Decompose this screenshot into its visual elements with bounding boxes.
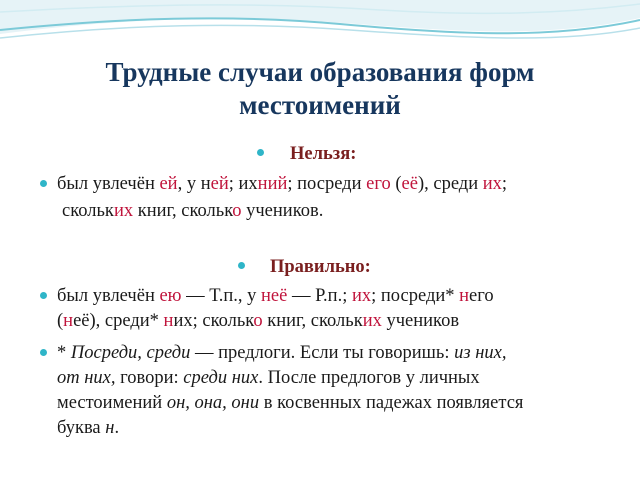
forbidden-heading: Нельзя: <box>290 144 357 164</box>
note-line1: * Посреди, среди — предлоги. Если ты говоришь: из них, <box>57 343 507 363</box>
slide-title <box>0 56 640 122</box>
note-line3: местоимений он, она, они в косвенных падежах появляется <box>57 393 524 413</box>
bullet-icon <box>40 349 47 356</box>
slide-title-line2: местоимений <box>239 90 401 120</box>
slide-title-line1: Трудные случаи образования форм <box>105 57 535 87</box>
bullet-icon <box>40 292 47 299</box>
correct-heading: Правильно: <box>270 257 371 277</box>
bullet-icon <box>238 262 245 269</box>
bullet-icon <box>40 180 47 187</box>
wrong-forms-line2: скольких книг, сколько учеников. <box>62 201 324 221</box>
note-line4: буква н. <box>57 418 120 438</box>
correct-forms-line2: (неё), среди* них; сколько книг, скольких учеников <box>57 311 460 331</box>
correct-forms-line1: был увлечён ею — Т.п., у неё — Р.п.; их; посреди* него <box>57 286 494 306</box>
wrong-forms-line1: был увлечён ей, у ней; ихний; посреди его (её), среди их; <box>57 174 508 194</box>
bullet-icon <box>257 149 264 156</box>
note-line2: от них, говори: среди них. После предлогов у личных <box>57 368 480 388</box>
